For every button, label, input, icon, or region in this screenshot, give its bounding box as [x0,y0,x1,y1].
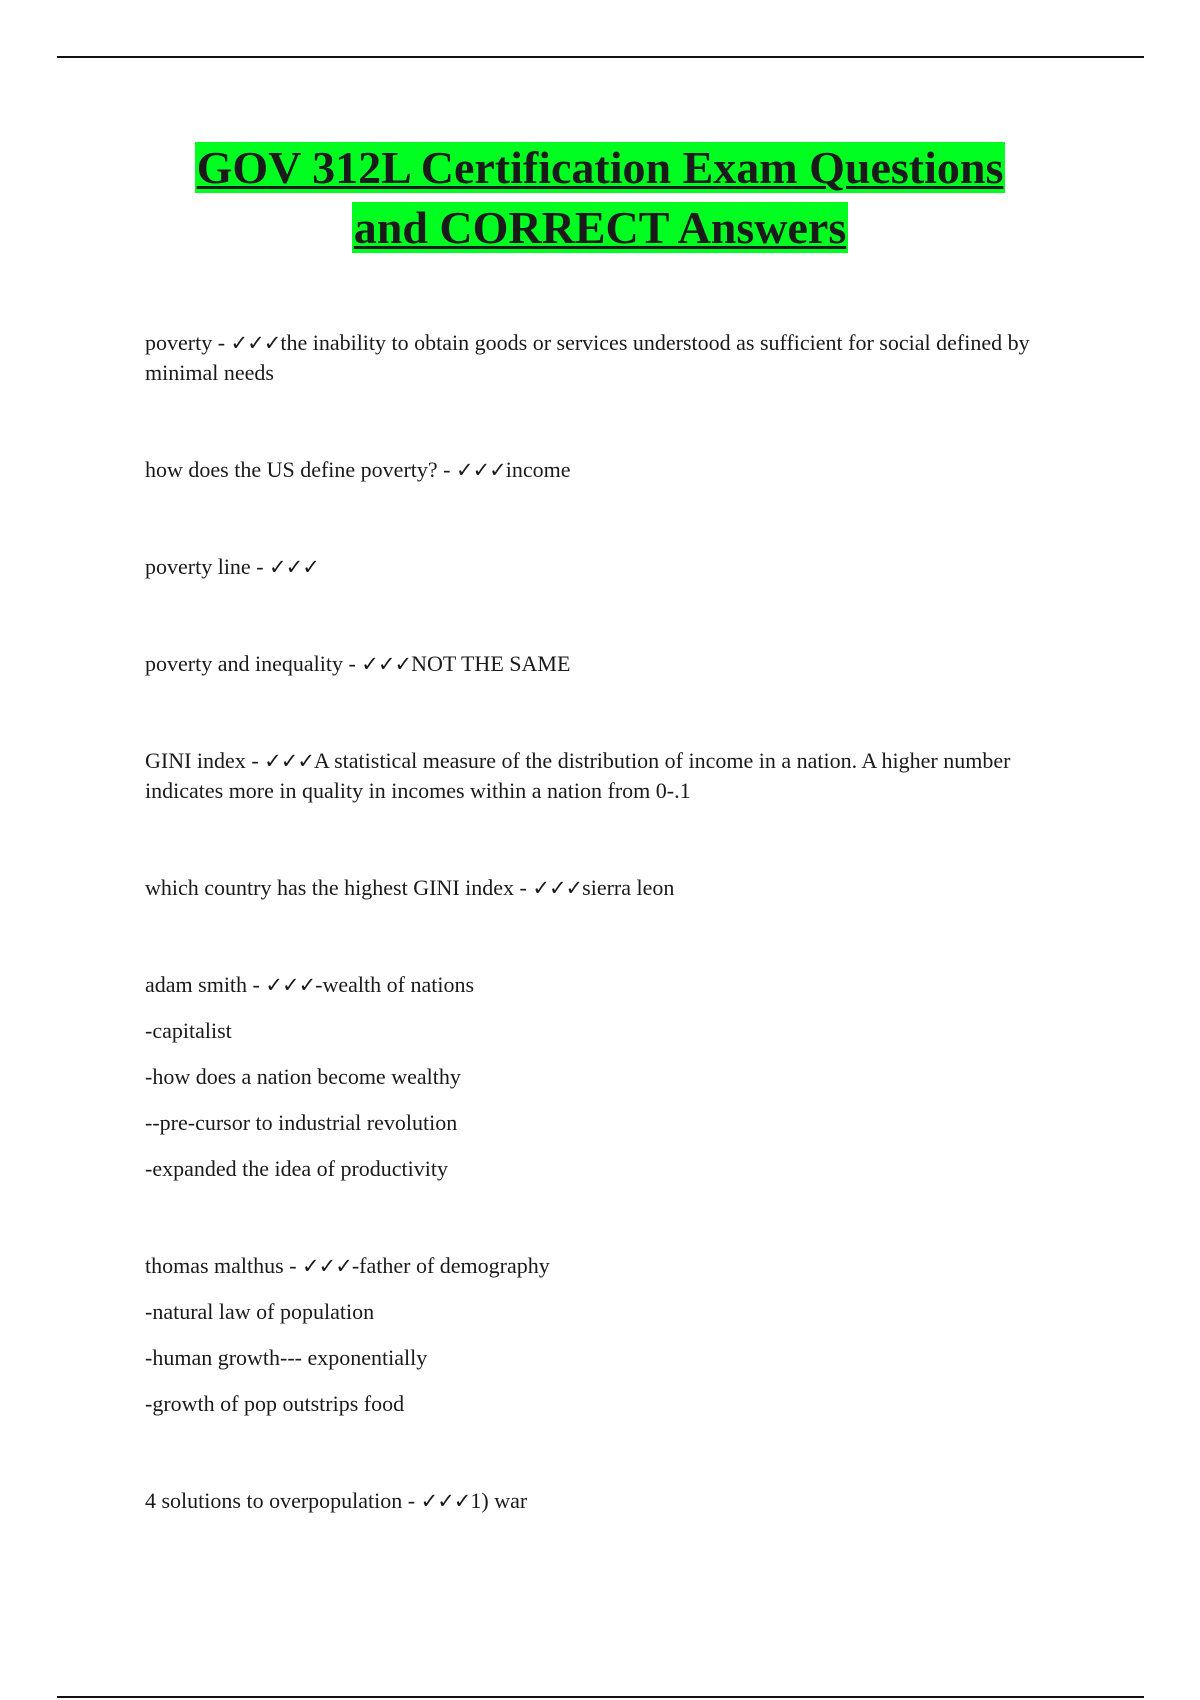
separator: - [245,748,265,773]
question-term: how does the US define poverty? [145,457,438,482]
separator: - [283,1253,303,1278]
triple-check-icon: ✓✓✓ [230,331,281,355]
answer-subline: -capitalist [145,1018,232,1043]
qa-entry [145,970,1045,1184]
question-term: adam smith [145,972,248,997]
qa-entry [145,1486,1045,1516]
qa-line [145,1486,1045,1516]
qa-entry [145,873,1045,903]
answer-text: -father of demography [351,1253,550,1278]
triple-check-icon: ✓✓✓ [420,1489,471,1513]
qa-entry [145,328,1045,388]
answer-text: the inability to obtain goods or services understood as sufficient for social defined by minimal needs [145,330,1030,385]
question-term: thomas malthus [145,1253,284,1278]
qa-line [145,455,1045,485]
triple-check-icon: ✓✓✓ [532,876,583,900]
qa-entry [145,746,1045,806]
bottom-rule [57,1696,1144,1698]
answer-subline: -natural law of population [145,1299,375,1324]
answer-text: A statistical measure of the distribution of income in a nation. A higher number indicates more in quality in incomes within a nation from 0-.1 [145,748,1011,803]
separator: - [342,651,362,676]
triple-check-icon: ✓✓✓ [264,749,314,773]
answer-text: 1) war [470,1488,528,1513]
answer-text: NOT THE SAME [411,651,571,676]
question-term: 4 solutions to overpopulation [145,1488,403,1513]
separator: - [250,554,270,579]
title-line-1: GOV 312L Certification Exam Questions [196,142,1004,193]
answer-text: sierra leon [582,875,675,900]
separator: - [247,972,266,997]
triple-check-icon: ✓✓✓ [265,973,316,997]
separator: - [402,1488,421,1513]
qa-entry [145,552,1045,582]
top-rule [57,56,1144,58]
qa-line [145,873,1045,903]
page-title [0,138,1200,258]
title-line-2: and CORRECT Answers [353,202,847,253]
qa-line [145,1251,1045,1281]
qa-line [145,328,1045,388]
qa-entry [145,1251,1045,1419]
qa-entry [145,649,1045,679]
question-term: poverty and inequality [145,651,343,676]
answer-text: -wealth of nations [315,972,475,997]
qa-line [145,649,1045,679]
separator: - [514,875,533,900]
question-term: poverty [145,330,213,355]
separator: - [212,330,231,355]
answer-subline: -growth of pop outstrips food [145,1391,405,1416]
triple-check-icon: ✓✓✓ [269,555,319,579]
separator: - [437,457,456,482]
answer-subline: --pre-cursor to industrial revolution [145,1110,458,1135]
qa-entry [145,455,1045,485]
question-term: GINI index [145,748,246,773]
answer-subline: -how does a nation become wealthy [145,1064,461,1089]
triple-check-icon: ✓✓✓ [302,1254,352,1278]
answer-subline: -expanded the idea of productivity [145,1156,449,1181]
qa-line [145,970,1045,1000]
triple-check-icon: ✓✓✓ [361,652,412,676]
answer-text: income [505,457,571,482]
qa-line [145,746,1045,806]
answer-subline: -human growth--- exponentially [145,1345,428,1370]
question-term: poverty line [145,554,251,579]
question-term: which country has the highest GINI index [145,875,515,900]
qa-list [145,328,1045,1583]
triple-check-icon: ✓✓✓ [455,458,506,482]
qa-line [145,552,1045,582]
